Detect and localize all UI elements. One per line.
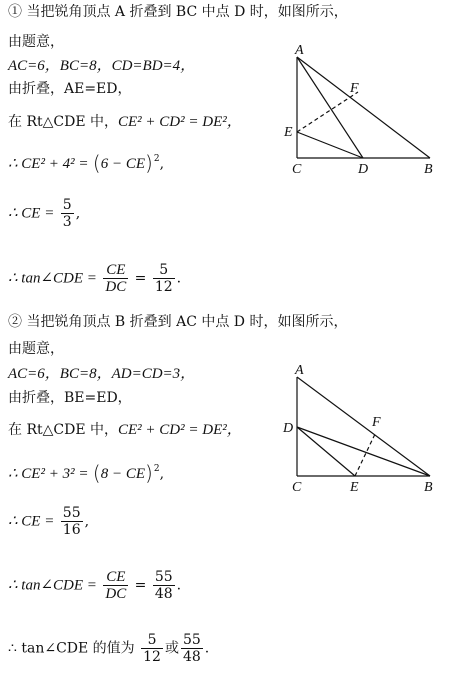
part1-ce-result: ∴ CE = $\frac{5}{3}$ ,	[8, 197, 81, 230]
label-d: D	[283, 421, 294, 436]
part2-equation: ∴ CE² + 3² = (8 − CE)$^2$,	[8, 461, 165, 485]
side-ab	[297, 57, 430, 158]
fraction: $\frac{55}{48}$	[154, 569, 173, 602]
fraction: $\frac{CE}{DC}$	[105, 262, 127, 295]
side-ab	[297, 377, 430, 476]
fraction: $\frac{5}{12}$	[154, 262, 173, 295]
segment-ad	[297, 57, 363, 158]
part2-tan-result: ∴ tan∠CDE = $\frac{CE}{DC}$ = $\frac{55}{48}$ .	[8, 569, 182, 602]
label-c: C	[292, 162, 302, 177]
part1-heading: ① 当把锐角顶点 A 折叠到 BC 中点 D 时，如图所示，	[8, 4, 348, 20]
fraction: $\frac{55}{48}$	[182, 632, 201, 665]
fraction: $\frac{5}{3}$	[62, 197, 72, 230]
label-f: F	[372, 415, 381, 430]
conclusion: ∴ tan∠CDE 的值为 $\frac{5}{12}$ 或 $\frac{55}{48}$ .	[8, 632, 210, 665]
figure-1-triangle	[280, 40, 450, 180]
fold-line-ef	[355, 432, 376, 476]
part2-given-intro: 由题意，	[8, 341, 64, 357]
part1-given: AC=6，BC=8，CD=BD=4，	[8, 58, 196, 74]
part1-fold: 由折叠，AE=ED，	[8, 81, 132, 97]
label-a: A	[295, 363, 304, 378]
label-c: C	[292, 480, 302, 495]
label-a: A	[295, 43, 304, 58]
part1-equation: ∴ CE² + 4² = (6 − CE)$^2$,	[8, 151, 165, 175]
fraction: $\frac{CE}{DC}$	[105, 569, 127, 602]
part2-ce-result: ∴ CE = $\frac{55}{16}$ ,	[8, 505, 90, 538]
fraction: $\frac{5}{12}$	[143, 632, 161, 665]
segment-de	[297, 427, 355, 476]
part2-heading: ② 当把锐角顶点 B 折叠到 AC 中点 D 时，如图所示，	[8, 314, 348, 330]
fold-line-ef	[297, 92, 358, 132]
part2-rt-line: 在 Rt△CDE 中，CE² + CD² = DE²，	[8, 422, 242, 438]
part1-tan-result: ∴ tan∠CDE = $\frac{CE}{DC}$ = $\frac{5}{12}$ .	[8, 262, 182, 295]
label-f: F	[350, 81, 359, 96]
label-e: E	[350, 480, 359, 495]
label-e: E	[284, 125, 293, 140]
label-d: D	[358, 162, 369, 177]
segment-ed	[297, 132, 363, 158]
part1-rt-line: 在 Rt△CDE 中，CE² + CD² = DE²，	[8, 114, 242, 130]
part1-given-intro: 由题意，	[8, 34, 64, 50]
segment-db	[297, 427, 430, 476]
part2-given: AC=6，BC=8，AD=CD=3，	[8, 366, 196, 382]
label-b: B	[424, 480, 433, 495]
part2-fold: 由折叠，BE=ED，	[8, 390, 132, 406]
fraction: $\frac{55}{16}$	[62, 505, 81, 538]
figure-2-triangle	[280, 360, 450, 500]
label-b: B	[424, 162, 433, 177]
